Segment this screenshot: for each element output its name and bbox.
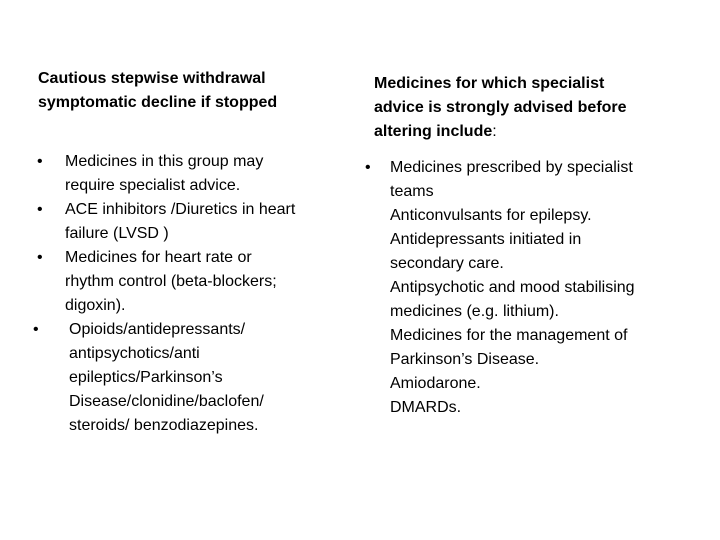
bullet-icon: • xyxy=(37,201,43,218)
heading-colon: : xyxy=(492,123,497,140)
list-item-line: antipsychotics/anti xyxy=(69,345,200,362)
list-item-line: medicines (e.g. lithium). xyxy=(390,303,559,320)
list-item-line: teams xyxy=(390,183,434,200)
left-bullet-list xyxy=(33,150,340,438)
list-item-line: Medicines for heart rate or xyxy=(65,249,252,266)
list-item xyxy=(37,246,340,318)
list-item-line: Anticonvulsants for epilepsy. xyxy=(390,207,592,224)
right-bullet-list xyxy=(365,156,690,420)
list-item-line: rhythm control (beta-blockers; xyxy=(65,273,277,290)
bullet-icon: • xyxy=(37,153,43,170)
list-item-line: Antidepressants initiated in xyxy=(390,231,582,248)
right-heading-line xyxy=(374,120,674,144)
list-item xyxy=(37,198,340,246)
list-item-line: secondary care. xyxy=(390,255,504,272)
list-item-line: failure (LVSD ) xyxy=(65,225,169,242)
list-item-line: Medicines prescribed by specialist xyxy=(390,159,633,176)
list-item-line: Amiodarone. xyxy=(390,375,481,392)
right-column-heading xyxy=(374,72,674,144)
list-item-line: Medicines for the management of xyxy=(390,327,628,344)
list-item-line: digoxin). xyxy=(65,297,126,314)
list-item-line: Antipsychotic and mood stabilising xyxy=(390,279,635,296)
right-heading-text: altering include xyxy=(374,123,493,140)
bullet-icon: • xyxy=(365,159,371,176)
bullet-icon: • xyxy=(33,321,39,338)
list-item-line: Disease/clonidine/baclofen/ xyxy=(69,393,264,410)
list-item xyxy=(37,150,340,198)
left-heading-line: symptomatic decline if stopped xyxy=(38,94,278,111)
list-item-line: ACE inhibitors /Diuretics in heart xyxy=(65,201,296,218)
list-item-line: Parkinson’s Disease. xyxy=(390,351,540,368)
list-item-line: Opioids/antidepressants/ xyxy=(69,321,246,338)
right-heading-line: Medicines for which specialist xyxy=(374,75,605,92)
list-item xyxy=(365,156,690,420)
right-heading-line: advice is strongly advised before xyxy=(374,99,627,116)
bullet-icon: • xyxy=(37,249,43,266)
list-item-line: require specialist advice. xyxy=(65,177,241,194)
list-item-line: epileptics/Parkinson’s xyxy=(69,369,223,386)
list-item-line: steroids/ benzodiazepines. xyxy=(69,417,259,434)
left-heading-line: Cautious stepwise withdrawal xyxy=(38,70,266,87)
list-item xyxy=(33,318,340,438)
list-item-line: DMARDs. xyxy=(390,399,462,416)
left-column-heading xyxy=(38,67,338,115)
list-item-line: Medicines in this group may xyxy=(65,153,264,170)
